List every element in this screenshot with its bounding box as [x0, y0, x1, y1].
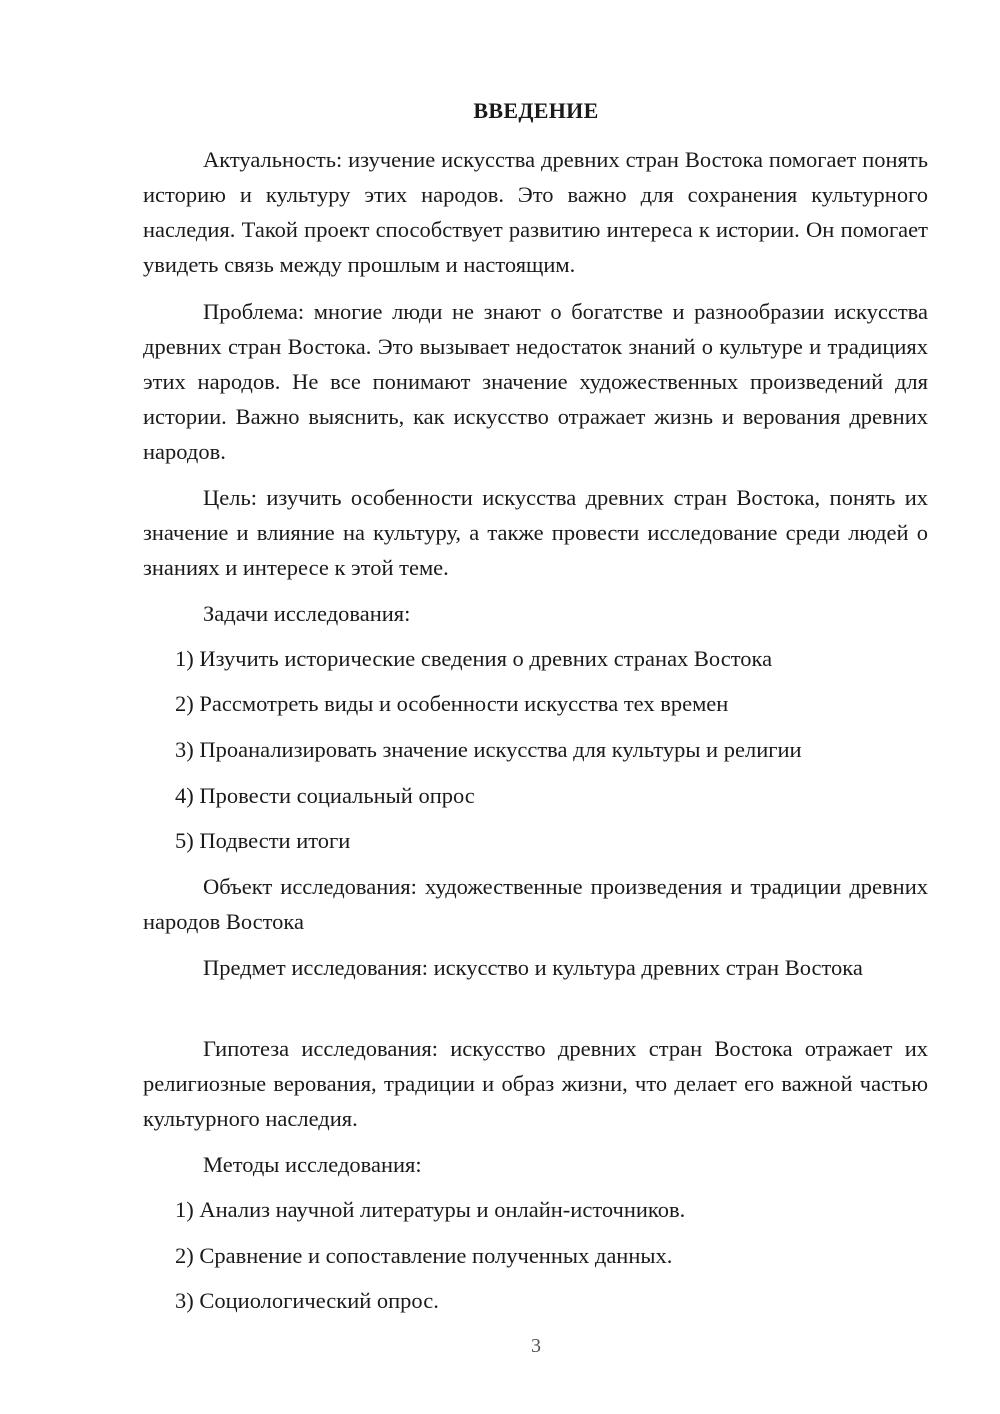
methods-heading: Методы исследования: — [203, 1152, 422, 1177]
object-paragraph: Объект исследования: художественные произведения и традиции древних народов Востока — [143, 874, 928, 934]
relevance-paragraph: Актуальность: изучение искусства древних стран Востока помогает понять историю и культуру этих народов. Это важно для сохранения культурного наследия. Такой проект способствует развитию интереса к истории. Он помогает увидеть связь между прошлым и настоящим. — [143, 147, 928, 277]
task-item: 5) Подвести итоги — [175, 828, 351, 853]
page-number: 3 — [531, 1335, 541, 1357]
task-item: 1) Изучить исторические сведения о древних странах Востока — [175, 646, 773, 671]
goal-paragraph: Цель: изучить особенности искусства древних стран Востока, понять их значение и влияние на культуру, а также провести исследование среди людей о знаниях и интересе к этой теме. — [143, 485, 928, 580]
method-item: 2) Сравнение и сопоставление полученных данных. — [175, 1243, 673, 1268]
hypothesis-paragraph: Гипотеза исследования: искусство древних стран Востока отражает их религиозные верования, традиции и образ жизни, что делает его важной частью культурного наследия. — [143, 1036, 928, 1131]
method-item: 3) Социологический опрос. — [175, 1288, 439, 1313]
task-item: 3) Проанализировать значение искусства для культуры и религии — [175, 737, 802, 762]
problem-paragraph: Проблема: многие люди не знают о богатстве и разнообразии искусства древних стран Востока. Это вызывает недостаток знаний о культуре и традициях этих народов. Не все понимают значение художественных произведений для истории. Важно выяснить, как искусство отражает жизнь и верования древних народов. — [143, 299, 928, 464]
subject-paragraph: Предмет исследования: искусство и культура древних стран Востока — [203, 955, 863, 980]
task-item: 2) Рассмотреть виды и особенности искусства тех времен — [175, 691, 729, 716]
task-item: 4) Провести социальный опрос — [175, 783, 475, 808]
tasks-heading: Задачи исследования: — [203, 601, 411, 626]
method-item: 1) Анализ научной литературы и онлайн-источников. — [175, 1197, 686, 1222]
page-title: ВВЕДЕНИЕ — [473, 98, 599, 123]
